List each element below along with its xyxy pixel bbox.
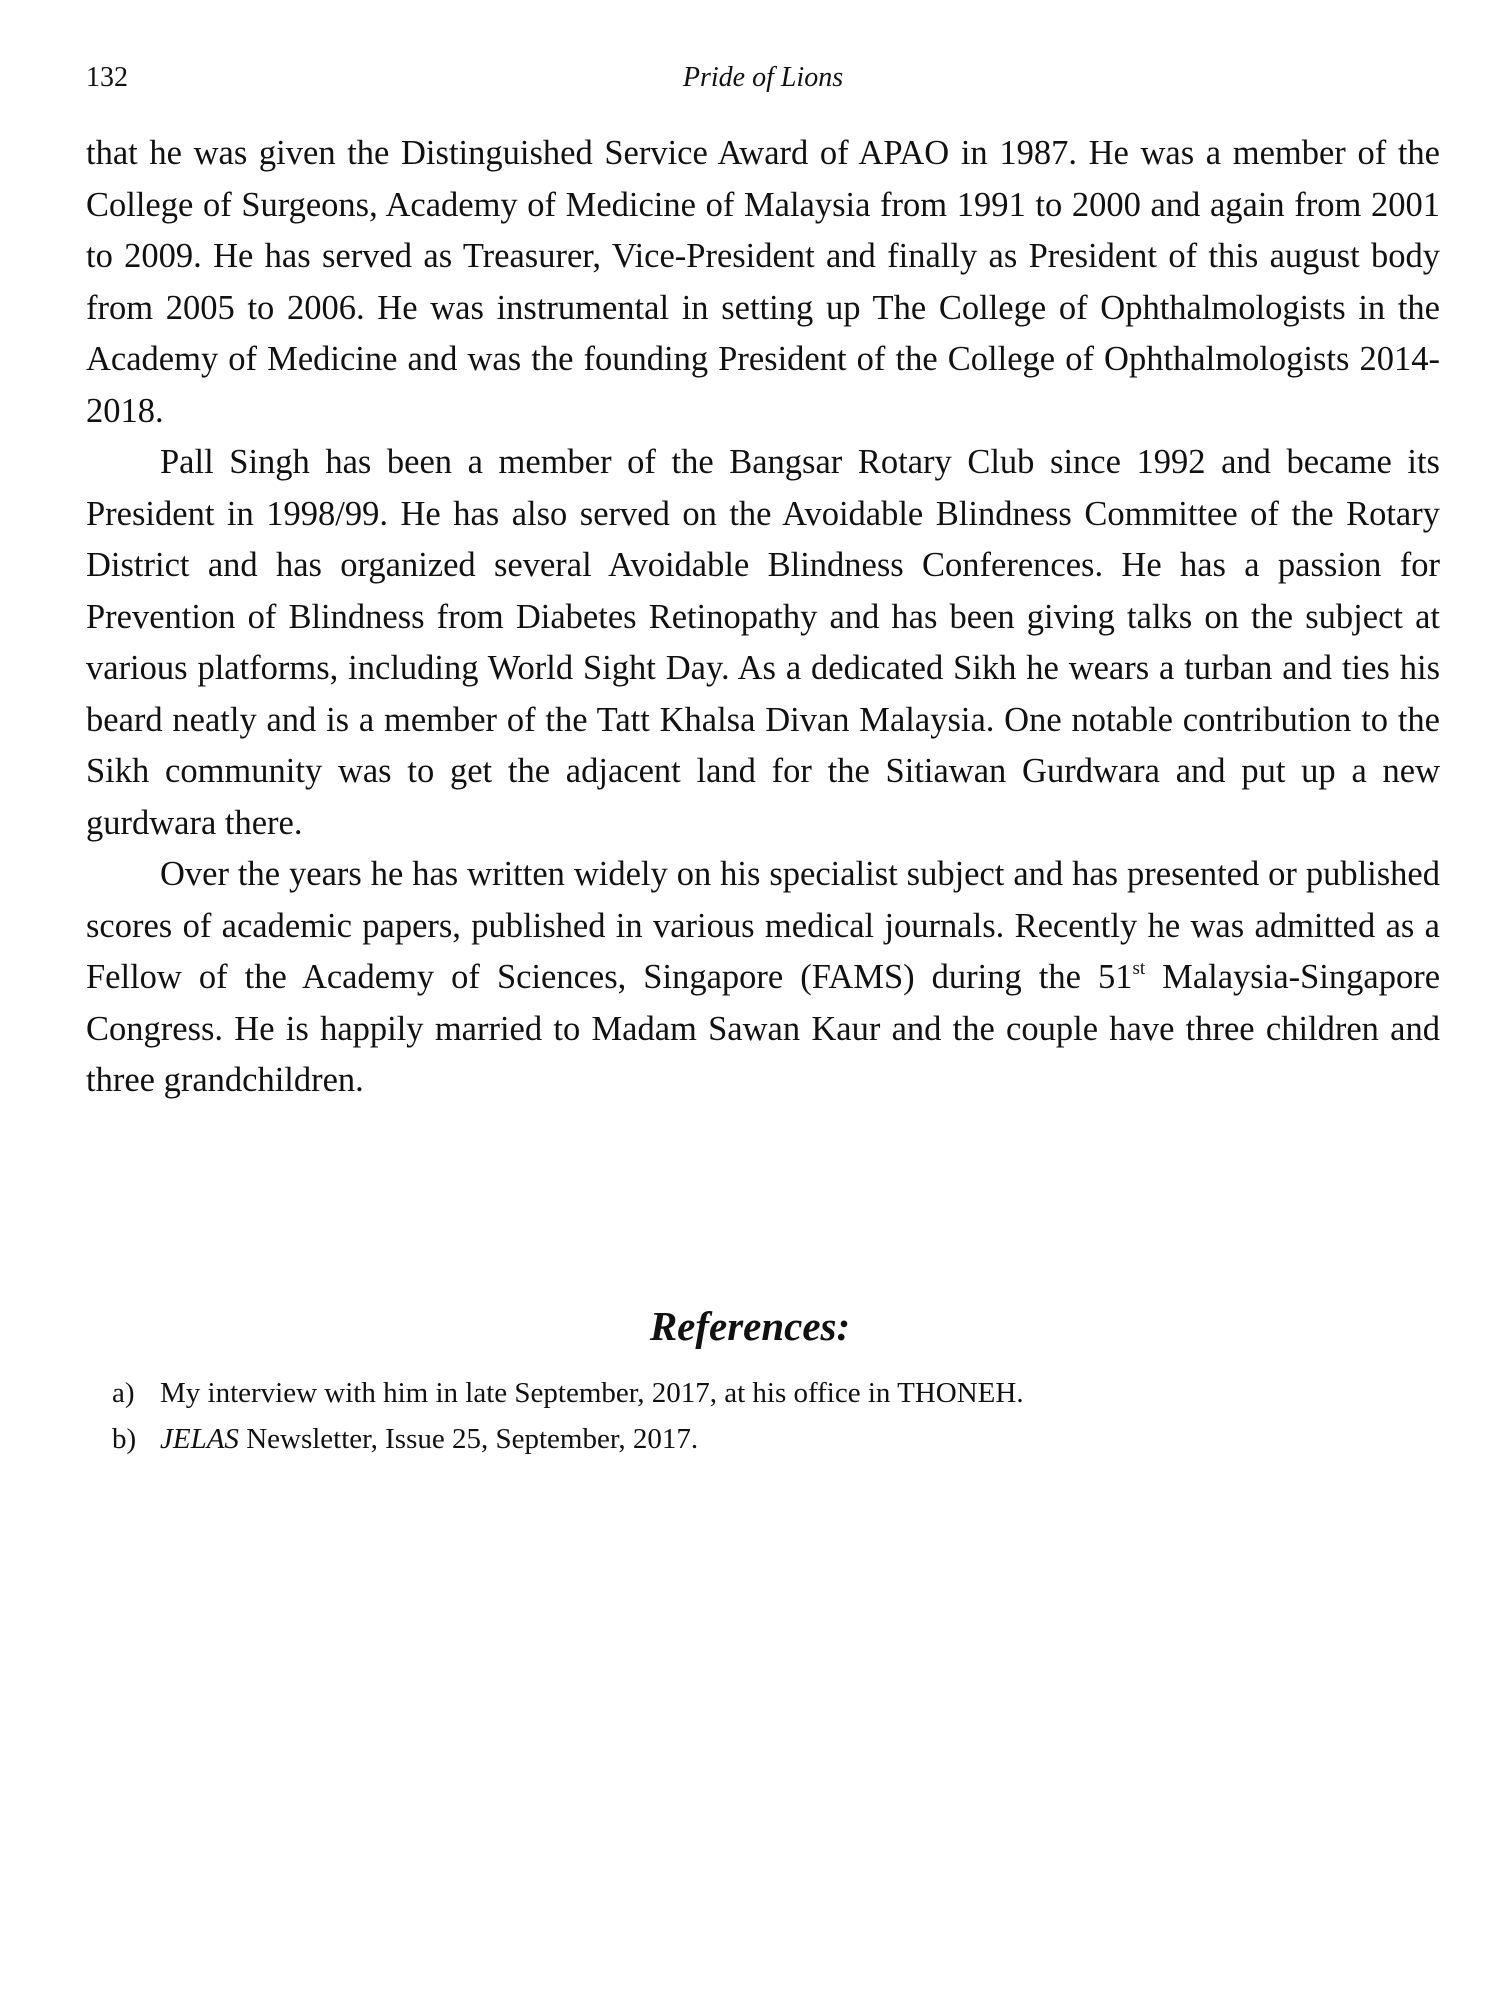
body-text	[86, 128, 1440, 1107]
paragraph-3-text-a: Over the years he has written widely on his specialist subject and has presented or published scores of academic papers, published in various medical journals. Recently he was admitted as a Fellow of the Academy of Sciences, Singapore (FAMS) during the 51	[86, 855, 1440, 996]
paragraph-2: Pall Singh has been a member of the Bangsar Rotary Club since 1992 and became its President in 1998/99. He has also served on the Avoidable Blindness Committee of the Rotary District and has organized several Avoidable Blindness Conferences. He has a passion for Prevention of Blindness from Diabetes Retinopathy and has been giving talks on the subject at various platforms, including World Sight Day. As a dedicated Sikh he wears a turban and ties his beard neatly and is a member of the Tatt Khalsa Divan Malaysia. One notable contribution to the Sikh community was to get the adjacent land for the Sitiawan Gurdwara and put up a new gurdwara there.	[86, 443, 1440, 842]
reference-item	[112, 1370, 1412, 1416]
reference-text: My interview with him in late September, 2017, at his office in THONEH.	[160, 1377, 1024, 1409]
page-number: 132	[86, 62, 128, 93]
reference-marker: b)	[112, 1423, 137, 1455]
book-title: Pride of Lions	[682, 62, 844, 93]
reference-text-rest: Newsletter, Issue 25, September, 2017.	[238, 1423, 699, 1455]
paragraph-3	[86, 849, 1440, 1107]
references-list	[112, 1370, 1412, 1462]
reference-item	[112, 1416, 1412, 1462]
ordinal-superscript: st	[1132, 957, 1146, 979]
reference-source-title: JELAS	[160, 1423, 239, 1455]
running-head	[86, 58, 1440, 98]
paragraph-3-text-b: Malaysia-Singapore Congress. He is happily married to Madam Sawan Kaur and the couple have three children and three grandchildren.	[86, 958, 1441, 1099]
reference-marker: a)	[112, 1377, 135, 1409]
reference-text	[160, 1416, 698, 1462]
references-heading: References:	[649, 1303, 851, 1349]
paragraph-1: that he was given the Distinguished Service Award of APAO in 1987. He was a member of the College of Surgeons, Academy of Medicine of Malaysia from 1991 to 2000 and again from 2001 to 2009. He has served as Treasurer, Vice-President and finally as President of this august body from 2005 to 2006. He was instrumental in setting up The College of Ophthalmologists in the Academy of Medicine and was the founding President of the College of Ophthalmologists 2014-2018.	[86, 134, 1440, 430]
